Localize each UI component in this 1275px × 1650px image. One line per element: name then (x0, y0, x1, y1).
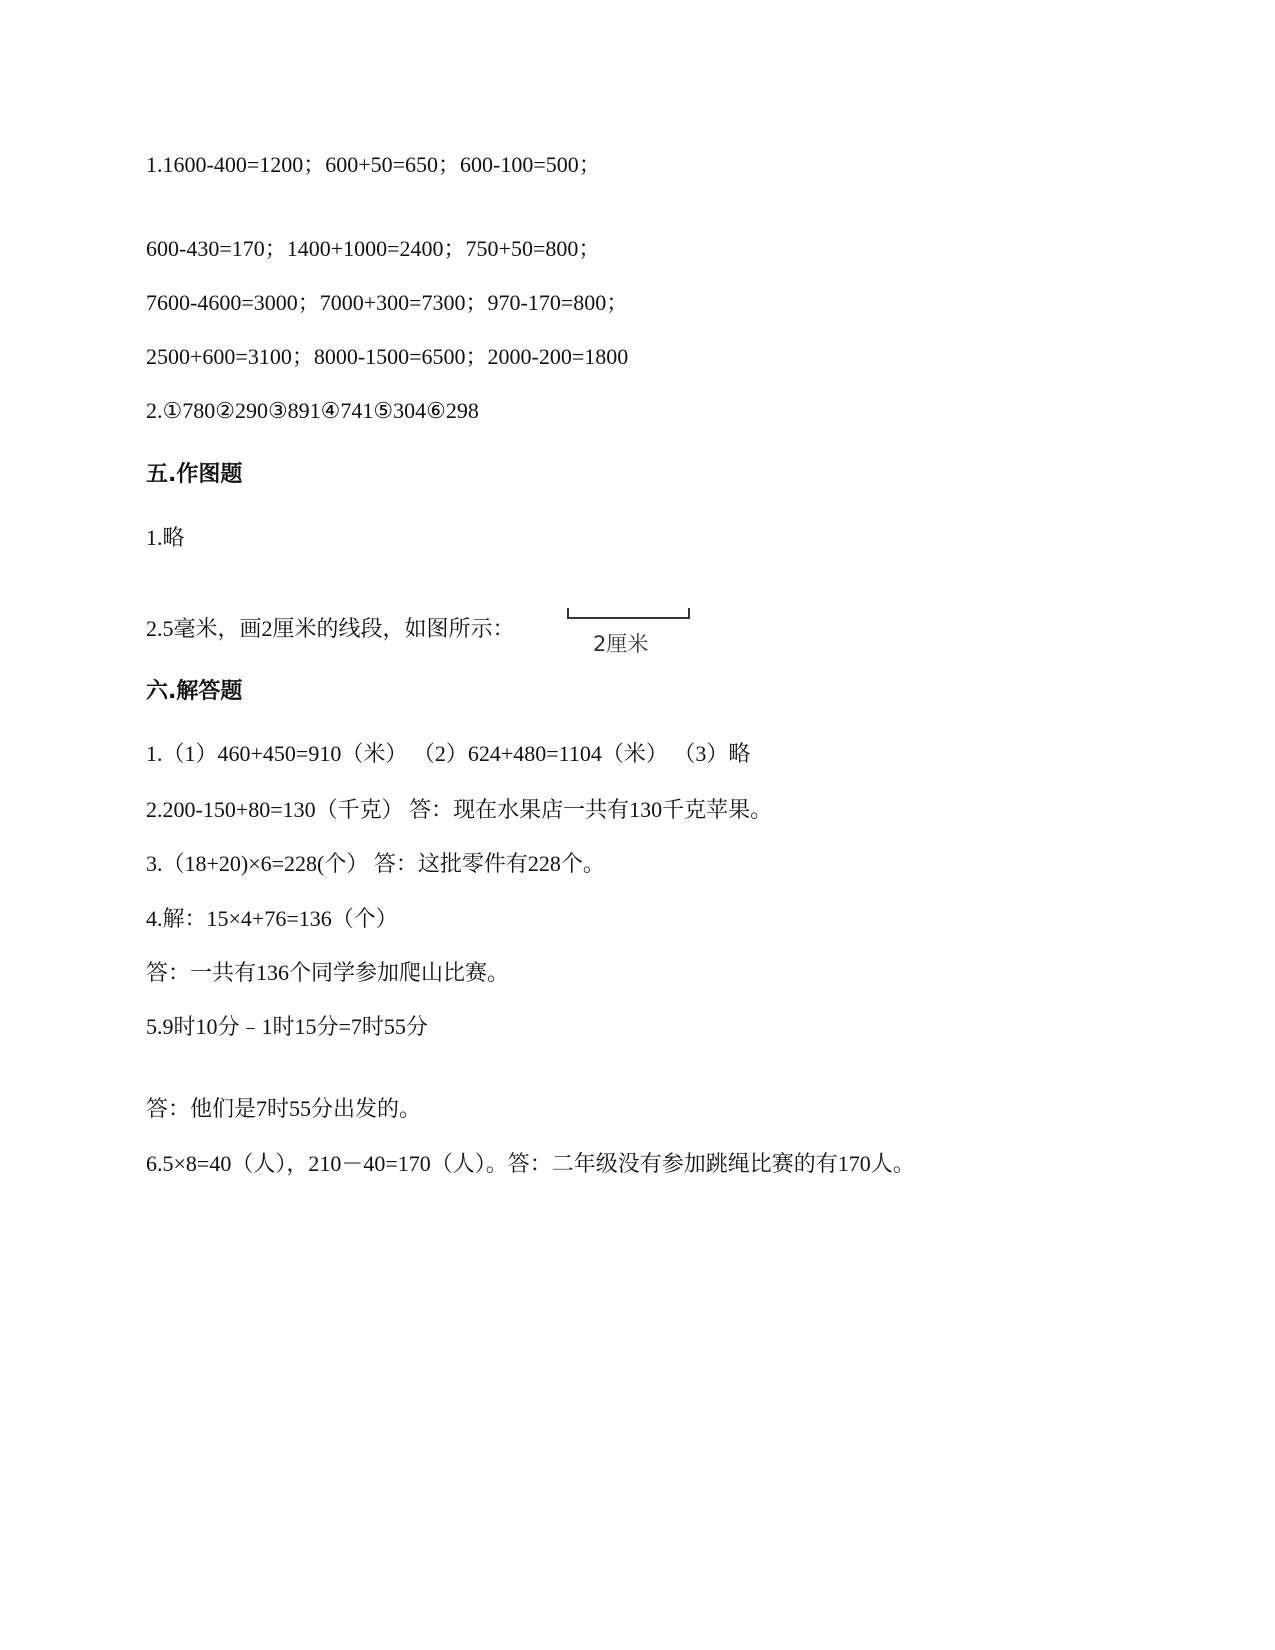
solution-item-5-equation: 5.9时10分﹣1时15分=7时55分 (146, 1014, 428, 1039)
calc-line-3: 7600-4600=3000；7000+300=7300；970-170=800； (146, 290, 629, 315)
solution-item-4-answer: 答：一共有136个同学参加爬山比赛。 (146, 960, 510, 985)
calc-line-1: 1.1600-400=1200；600+50=650；600-100=500； (146, 152, 601, 177)
solution-item-5-answer: 答：他们是7时55分出发的。 (146, 1096, 422, 1121)
solution-item-3: 3.（18+20)×6=228(个） 答：这批零件有228个。 (146, 851, 605, 876)
line-segment-figure (565, 606, 695, 664)
solution-item-1: 1.（1）460+450=910（米） （2）624+480=1104（米） （3）略 (146, 741, 751, 766)
solution-item-4-equation: 4.解：15×4+76=136（个） (146, 906, 398, 931)
calc-line-5: 2.①780②290③891④741⑤304⑥298 (146, 398, 479, 423)
calc-line-2: 600-430=170；1400+1000=2400；750+50=800； (146, 236, 601, 261)
section-heading-solutions: 六.解答题 (146, 679, 243, 704)
drawing-item-1: 1.略 (146, 525, 185, 550)
line-segment-label: 2厘米 (593, 632, 649, 656)
drawing-item-2: 2.5毫米，画2厘米的线段，如图所示： (146, 616, 515, 641)
solution-item-6: 6.5×8=40（人），210－40=170（人）。答：二年级没有参加跳绳比赛的有170人。 (146, 1151, 915, 1176)
calc-line-4: 2500+600=3100；8000-1500=6500；2000-200=1800 (146, 344, 629, 369)
section-heading-drawing: 五.作图题 (146, 462, 243, 487)
solution-item-2: 2.200-150+80=130（千克） 答：现在水果店一共有130千克苹果。 (146, 797, 773, 822)
